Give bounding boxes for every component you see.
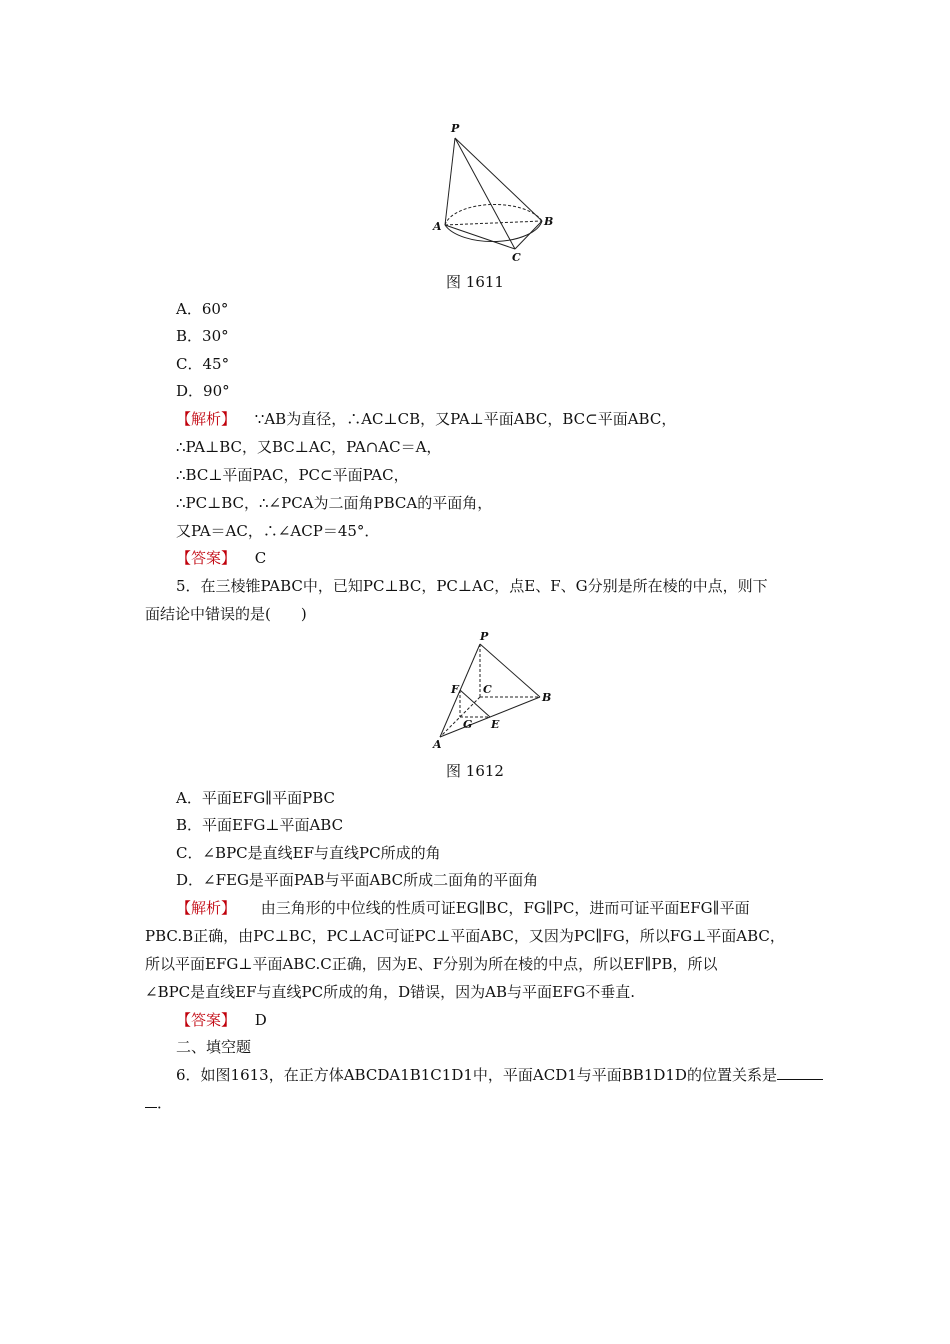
label-e: E	[491, 718, 500, 731]
q5-answer-value: D	[254, 1011, 267, 1029]
q4-answer-value: C	[254, 549, 267, 567]
q4-answer-tag: 【答案】	[176, 549, 237, 567]
q6-stem-text: 6．如图1613，在正方体ABCDA1B1C1D1中，平面ACD1与平面BB1D1D的位置关系是	[176, 1066, 777, 1084]
q5-option-c: C．∠BPC是直线EF与直线PC所成的角	[176, 844, 441, 862]
q5-option-b: B．平面EFG⊥平面ABC	[176, 816, 344, 834]
q5-stem-line-1: 5．在三棱锥PABC中，已知PC⊥BC，PC⊥AC，点E、F、G分别是所在棱的中点，则下	[176, 577, 768, 595]
edge-pc	[455, 138, 515, 249]
q5-analysis-line-3: 所以平面EFG⊥平面ABC.C正确，因为E、F分别为所在棱的中点，所以EF∥PB，所以	[145, 955, 718, 973]
q4-analysis-line-2: ∴PA⊥BC，又BC⊥AC，PA∩AC＝A，	[176, 438, 442, 456]
q5-option-a: A．平面EFG∥平面PBC	[176, 789, 335, 807]
q4-analysis-line-3: ∴BC⊥平面PAC，PC⊂平面PAC，	[176, 466, 409, 484]
base-circle-front	[445, 221, 542, 242]
figure-1611-caption: 图 1611	[446, 273, 504, 291]
figure-1612-caption: 图 1612	[446, 762, 504, 780]
q6-stem-end: ．	[157, 1094, 173, 1112]
q4-analysis-line-4: ∴PC⊥BC，∴∠PCA为二面角PBCA的平面角，	[176, 494, 493, 512]
figure-1611-cone-diagram	[425, 118, 565, 268]
q4-option-c: C．45°	[176, 355, 230, 373]
label-b: B	[544, 215, 554, 228]
label-p: P	[480, 630, 489, 643]
q5-analysis-line-1	[176, 898, 750, 918]
q4-analysis-line-1	[176, 409, 676, 429]
q5-analysis-line-2: PBC.B正确，由PC⊥BC，PC⊥AC可证PC⊥平面ABC，又因为PC∥FG，所以FG⊥平面ABC，	[145, 927, 785, 945]
label-c: C	[512, 251, 521, 264]
section-fill-in-title: 二、填空题	[176, 1038, 252, 1056]
label-c: C	[483, 683, 492, 696]
q5-analysis-text-1: 由三角形的中位线的性质可证EG∥BC，FG∥PC，进而可证平面EFG∥平面	[260, 899, 750, 917]
label-p: P	[451, 122, 460, 135]
q6-answer-blank-continued[interactable]	[145, 1093, 157, 1108]
label-g: G	[463, 718, 473, 731]
q4-analysis-line-5: 又PA＝AC，∴∠ACP＝45°．	[176, 522, 380, 540]
q4-option-a: A．60°	[176, 300, 229, 318]
q5-option-d: D．∠FEG是平面PAB与平面ABC所成二面角的平面角	[176, 871, 539, 889]
label-f: F	[451, 683, 459, 696]
q5-stem-line-2: 面结论中错误的是( )	[145, 605, 307, 623]
edge-pb	[455, 138, 542, 221]
label-a: A	[433, 220, 442, 233]
diameter-ab	[445, 221, 542, 225]
q5-analysis-tag: 【解析】	[176, 899, 237, 917]
edge-pa	[445, 138, 455, 225]
figure-1612-tetrahedron-diagram	[425, 627, 565, 752]
label-a: A	[433, 738, 442, 751]
q6-stem-line-2	[145, 1093, 172, 1113]
label-b: B	[542, 691, 552, 704]
q4-option-d: D．90°	[176, 382, 230, 400]
q5-analysis-line-4: ∠BPC是直线EF与直线PC所成的角，D错误，因为AB与平面EFG不垂直.	[145, 983, 636, 1001]
q4-analysis-text-1: ∵AB为直径，∴AC⊥CB，又PA⊥平面ABC，BC⊂平面ABC，	[254, 410, 677, 428]
edge-bc	[515, 221, 542, 249]
q5-answer-line	[176, 1010, 267, 1030]
q6-stem-line-1	[176, 1065, 823, 1085]
q4-analysis-tag: 【解析】	[176, 410, 237, 428]
q6-answer-blank[interactable]	[777, 1065, 823, 1080]
q5-answer-tag: 【答案】	[176, 1011, 237, 1029]
q4-answer-line	[176, 548, 266, 568]
q4-option-b: B．30°	[176, 327, 229, 345]
